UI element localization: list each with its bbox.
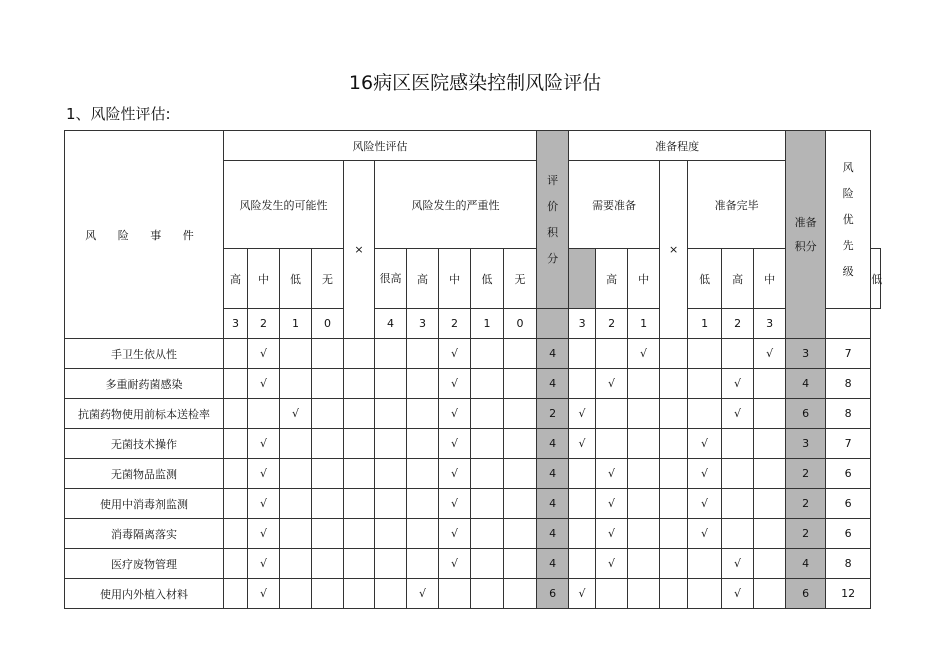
severity-level: 低	[471, 249, 504, 309]
possibility-level: 中	[248, 249, 280, 309]
possibility-mark	[312, 579, 344, 609]
need-prep-mark	[628, 399, 660, 429]
possibility-mark	[224, 339, 248, 369]
possibility-mark	[312, 369, 344, 399]
priority-value: 6	[826, 489, 871, 519]
severity-mark: √	[439, 489, 471, 519]
need-prep-mark	[569, 549, 596, 579]
page-title: 16病区医院感染控制风险评估	[348, 72, 602, 94]
possibility-mark: √	[248, 369, 280, 399]
need-prep-mark: √	[596, 489, 628, 519]
severity-mark	[504, 399, 537, 429]
need-prep-mark: √	[596, 519, 628, 549]
priority-value: 7	[826, 339, 871, 369]
multiply-spacer	[660, 519, 688, 549]
possibility-mark	[280, 339, 312, 369]
priority-value: 6	[826, 519, 871, 549]
possibility-mark	[280, 429, 312, 459]
prep-done-mark	[754, 459, 786, 489]
severity-weight: 3	[407, 309, 439, 339]
possibility-mark	[280, 549, 312, 579]
event-column-header: 风 险 事 件	[65, 131, 224, 339]
need-weight: 2	[596, 309, 628, 339]
severity-mark: √	[439, 339, 471, 369]
possibility-mark: √	[248, 579, 280, 609]
severity-weight: 1	[471, 309, 504, 339]
possibility-mark	[312, 519, 344, 549]
risk-event-name: 医疗废物管理	[65, 549, 224, 579]
severity-mark	[407, 549, 439, 579]
possibility-mark	[248, 399, 280, 429]
eval-score-spacer	[537, 309, 569, 339]
eval-score-value: 4	[537, 429, 569, 459]
severity-mark	[504, 429, 537, 459]
prep-score-value: 6	[786, 399, 826, 429]
done-weight: 3	[754, 309, 786, 339]
severity-mark	[504, 369, 537, 399]
risk-event-name: 多重耐药菌感染	[65, 369, 224, 399]
need-prep-mark	[569, 519, 596, 549]
severity-mark	[375, 369, 407, 399]
table-row	[65, 399, 881, 429]
possibility-mark: √	[248, 549, 280, 579]
multiply-spacer	[344, 369, 375, 399]
priority-value: 8	[826, 549, 871, 579]
prep-done-mark	[754, 489, 786, 519]
need-prep-mark	[628, 459, 660, 489]
prep-score-value: 2	[786, 489, 826, 519]
possibility-weight: 3	[224, 309, 248, 339]
prep-done-mark: √	[688, 459, 722, 489]
severity-mark	[504, 489, 537, 519]
possibility-mark	[312, 489, 344, 519]
severity-mark	[375, 519, 407, 549]
possibility-mark	[224, 429, 248, 459]
severity-mark	[375, 429, 407, 459]
need-prep-mark: √	[569, 579, 596, 609]
severity-mark: √	[439, 429, 471, 459]
severity-level: 中	[439, 249, 471, 309]
need-prep-mark: √	[628, 339, 660, 369]
need-prep-mark: √	[569, 399, 596, 429]
severity-mark	[375, 489, 407, 519]
possibility-mark: √	[248, 489, 280, 519]
prep-done-mark	[722, 519, 754, 549]
table-row	[65, 339, 881, 369]
severity-mark	[504, 459, 537, 489]
prep-done-mark	[754, 549, 786, 579]
severity-mark: √	[439, 459, 471, 489]
prep-done-mark	[754, 399, 786, 429]
need-prep-mark	[628, 519, 660, 549]
severity-mark	[504, 339, 537, 369]
possibility-header: 风险发生的可能性	[224, 161, 344, 249]
need-weight: 3	[569, 309, 596, 339]
severity-weight: 2	[439, 309, 471, 339]
risk-event-name: 消毒隔离落实	[65, 519, 224, 549]
prep-done-mark	[688, 339, 722, 369]
severity-mark	[407, 369, 439, 399]
possibility-mark	[224, 399, 248, 429]
need-prep-mark	[628, 429, 660, 459]
possibility-mark	[224, 489, 248, 519]
severity-weight: 0	[504, 309, 537, 339]
eval-score-value: 4	[537, 549, 569, 579]
severity-mark	[407, 459, 439, 489]
severity-mark: √	[407, 579, 439, 609]
prep-done-mark	[688, 549, 722, 579]
severity-level: 很高	[375, 249, 407, 309]
prep-score-value: 6	[786, 579, 826, 609]
prep-done-mark	[754, 369, 786, 399]
prep-score-value: 3	[786, 429, 826, 459]
possibility-mark: √	[248, 519, 280, 549]
possibility-level: 低	[280, 249, 312, 309]
table-row	[65, 489, 881, 519]
severity-mark: √	[439, 549, 471, 579]
possibility-mark	[280, 459, 312, 489]
prep-done-mark: √	[722, 399, 754, 429]
priority-value: 12	[826, 579, 871, 609]
multiply-spacer	[660, 369, 688, 399]
prep-score-value: 2	[786, 459, 826, 489]
need-level: 高	[596, 249, 628, 309]
prep-done-mark: √	[688, 429, 722, 459]
possibility-mark	[312, 429, 344, 459]
need-prep-header: 需要准备	[569, 161, 660, 249]
multiply-spacer	[344, 549, 375, 579]
prep-done-mark: √	[688, 519, 722, 549]
priority-value: 8	[826, 369, 871, 399]
priority-value: 8	[826, 399, 871, 429]
possibility-mark: √	[248, 339, 280, 369]
multiply-spacer	[660, 549, 688, 579]
risk-event-name: 使用中消毒剂监测	[65, 489, 224, 519]
possibility-weight: 1	[280, 309, 312, 339]
done-weight: 1	[688, 309, 722, 339]
prep-done-mark	[754, 579, 786, 609]
prep-done-mark: √	[722, 369, 754, 399]
prep-done-mark	[754, 519, 786, 549]
possibility-mark	[224, 579, 248, 609]
severity-mark	[471, 399, 504, 429]
need-prep-mark	[628, 579, 660, 609]
eval-score-value: 6	[537, 579, 569, 609]
risk-assessment-table	[64, 130, 881, 609]
risk-event-name: 无菌物品监测	[65, 459, 224, 489]
prep-header: 准备程度	[569, 131, 786, 161]
need-prep-mark	[596, 339, 628, 369]
multiply-spacer	[660, 489, 688, 519]
multiply-spacer	[344, 579, 375, 609]
eval-score-spacer	[569, 249, 596, 309]
done-level: 高	[722, 249, 754, 309]
possibility-mark	[280, 519, 312, 549]
severity-header: 风险发生的严重性	[375, 161, 537, 249]
prep-done-mark	[688, 369, 722, 399]
severity-mark	[504, 519, 537, 549]
severity-mark	[471, 549, 504, 579]
severity-mark	[504, 549, 537, 579]
need-prep-mark	[628, 489, 660, 519]
risk-event-name: 使用内外植入材料	[65, 579, 224, 609]
severity-level: 无	[504, 249, 537, 309]
severity-mark	[471, 579, 504, 609]
risk-eval-header: 风险性评估	[224, 131, 537, 161]
risk-event-name: 无菌技术操作	[65, 429, 224, 459]
multiply-spacer	[660, 459, 688, 489]
priority-value: 6	[826, 459, 871, 489]
section-heading: 1、风险性评估:	[66, 105, 171, 123]
need-prep-mark	[596, 399, 628, 429]
need-prep-mark	[596, 429, 628, 459]
severity-mark	[375, 399, 407, 429]
prep-done-mark	[754, 429, 786, 459]
possibility-mark	[280, 369, 312, 399]
multiply-spacer	[344, 429, 375, 459]
multiply-sign-2: ×	[660, 161, 688, 339]
multiply-spacer	[344, 459, 375, 489]
severity-mark: √	[439, 399, 471, 429]
eval-score-value: 4	[537, 459, 569, 489]
priority-value: 7	[826, 429, 871, 459]
severity-mark	[375, 549, 407, 579]
prep-score-header	[786, 131, 826, 339]
prep-score-value: 4	[786, 549, 826, 579]
possibility-mark	[280, 579, 312, 609]
possibility-level: 无	[312, 249, 344, 309]
severity-mark	[471, 429, 504, 459]
prep-score-vert: 准备 积分	[794, 215, 817, 253]
prep-complete-header: 准备完毕	[688, 161, 786, 249]
table-row	[65, 429, 881, 459]
table-row	[65, 459, 881, 489]
table-row	[65, 369, 881, 399]
severity-weight: 4	[375, 309, 407, 339]
eval-score-value: 2	[537, 399, 569, 429]
need-prep-mark	[569, 459, 596, 489]
possibility-weight: 0	[312, 309, 344, 339]
eval-score-value: 4	[537, 519, 569, 549]
prep-done-mark: √	[722, 579, 754, 609]
priority-vert: 风 险 优 先 级	[842, 160, 854, 278]
multiply-spacer	[660, 339, 688, 369]
multiply-spacer	[660, 399, 688, 429]
severity-mark	[471, 489, 504, 519]
need-prep-mark: √	[596, 369, 628, 399]
header-row-1	[65, 131, 881, 161]
possibility-mark	[224, 459, 248, 489]
multiply-sign-1: ×	[344, 161, 375, 339]
need-prep-mark	[569, 369, 596, 399]
need-prep-mark	[569, 339, 596, 369]
eval-score-value: 4	[537, 489, 569, 519]
severity-mark	[471, 459, 504, 489]
possibility-mark	[312, 459, 344, 489]
severity-mark	[407, 399, 439, 429]
severity-mark: √	[439, 519, 471, 549]
severity-mark	[504, 579, 537, 609]
possibility-mark	[280, 489, 312, 519]
possibility-mark	[312, 549, 344, 579]
eval-score-value: 4	[537, 339, 569, 369]
multiply-spacer	[344, 339, 375, 369]
priority-spacer	[826, 309, 871, 339]
prep-done-mark: √	[688, 489, 722, 519]
multiply-spacer	[344, 399, 375, 429]
prep-done-mark: √	[754, 339, 786, 369]
prep-score-value: 4	[786, 369, 826, 399]
risk-event-name: 手卫生依从性	[65, 339, 224, 369]
possibility-level: 高	[224, 249, 248, 309]
prep-score-value: 3	[786, 339, 826, 369]
eval-score-value: 4	[537, 369, 569, 399]
table-row	[65, 519, 881, 549]
severity-mark	[407, 519, 439, 549]
severity-mark: √	[439, 369, 471, 399]
prep-done-mark	[722, 489, 754, 519]
prep-done-mark	[722, 339, 754, 369]
need-level: 中	[628, 249, 660, 309]
done-level: 低	[871, 249, 881, 309]
severity-mark	[375, 339, 407, 369]
need-prep-mark	[569, 489, 596, 519]
prep-done-mark	[688, 579, 722, 609]
possibility-mark	[312, 399, 344, 429]
need-prep-mark	[628, 549, 660, 579]
possibility-mark: √	[248, 459, 280, 489]
possibility-mark	[312, 339, 344, 369]
severity-mark	[407, 429, 439, 459]
prep-done-mark	[722, 429, 754, 459]
need-prep-mark: √	[569, 429, 596, 459]
possibility-mark: √	[248, 429, 280, 459]
table-row	[65, 579, 881, 609]
severity-mark	[439, 579, 471, 609]
need-prep-mark	[628, 369, 660, 399]
prep-score-value: 2	[786, 519, 826, 549]
multiply-spacer	[344, 489, 375, 519]
possibility-mark	[224, 519, 248, 549]
done-level: 中	[754, 249, 786, 309]
table-row	[65, 549, 881, 579]
prep-done-mark: √	[722, 549, 754, 579]
done-weight: 2	[722, 309, 754, 339]
severity-mark	[407, 489, 439, 519]
risk-event-name: 抗菌药物使用前标本送检率	[65, 399, 224, 429]
severity-mark	[471, 369, 504, 399]
severity-mark	[375, 579, 407, 609]
severity-mark	[471, 519, 504, 549]
severity-level: 高	[407, 249, 439, 309]
need-prep-mark: √	[596, 549, 628, 579]
prep-done-mark	[688, 399, 722, 429]
possibility-weight: 2	[248, 309, 280, 339]
multiply-spacer	[660, 579, 688, 609]
possibility-mark	[224, 549, 248, 579]
need-weight: 1	[628, 309, 660, 339]
multiply-spacer	[344, 519, 375, 549]
possibility-mark	[224, 369, 248, 399]
priority-header	[826, 131, 871, 309]
eval-score-vert: 评 价 积 分	[547, 173, 559, 265]
severity-mark	[375, 459, 407, 489]
multiply-spacer	[660, 429, 688, 459]
eval-score-header	[537, 131, 569, 309]
severity-mark	[407, 339, 439, 369]
prep-done-mark	[722, 459, 754, 489]
need-prep-mark	[596, 579, 628, 609]
severity-mark	[471, 339, 504, 369]
possibility-mark: √	[280, 399, 312, 429]
need-prep-mark: √	[596, 459, 628, 489]
need-level: 低	[688, 249, 722, 309]
